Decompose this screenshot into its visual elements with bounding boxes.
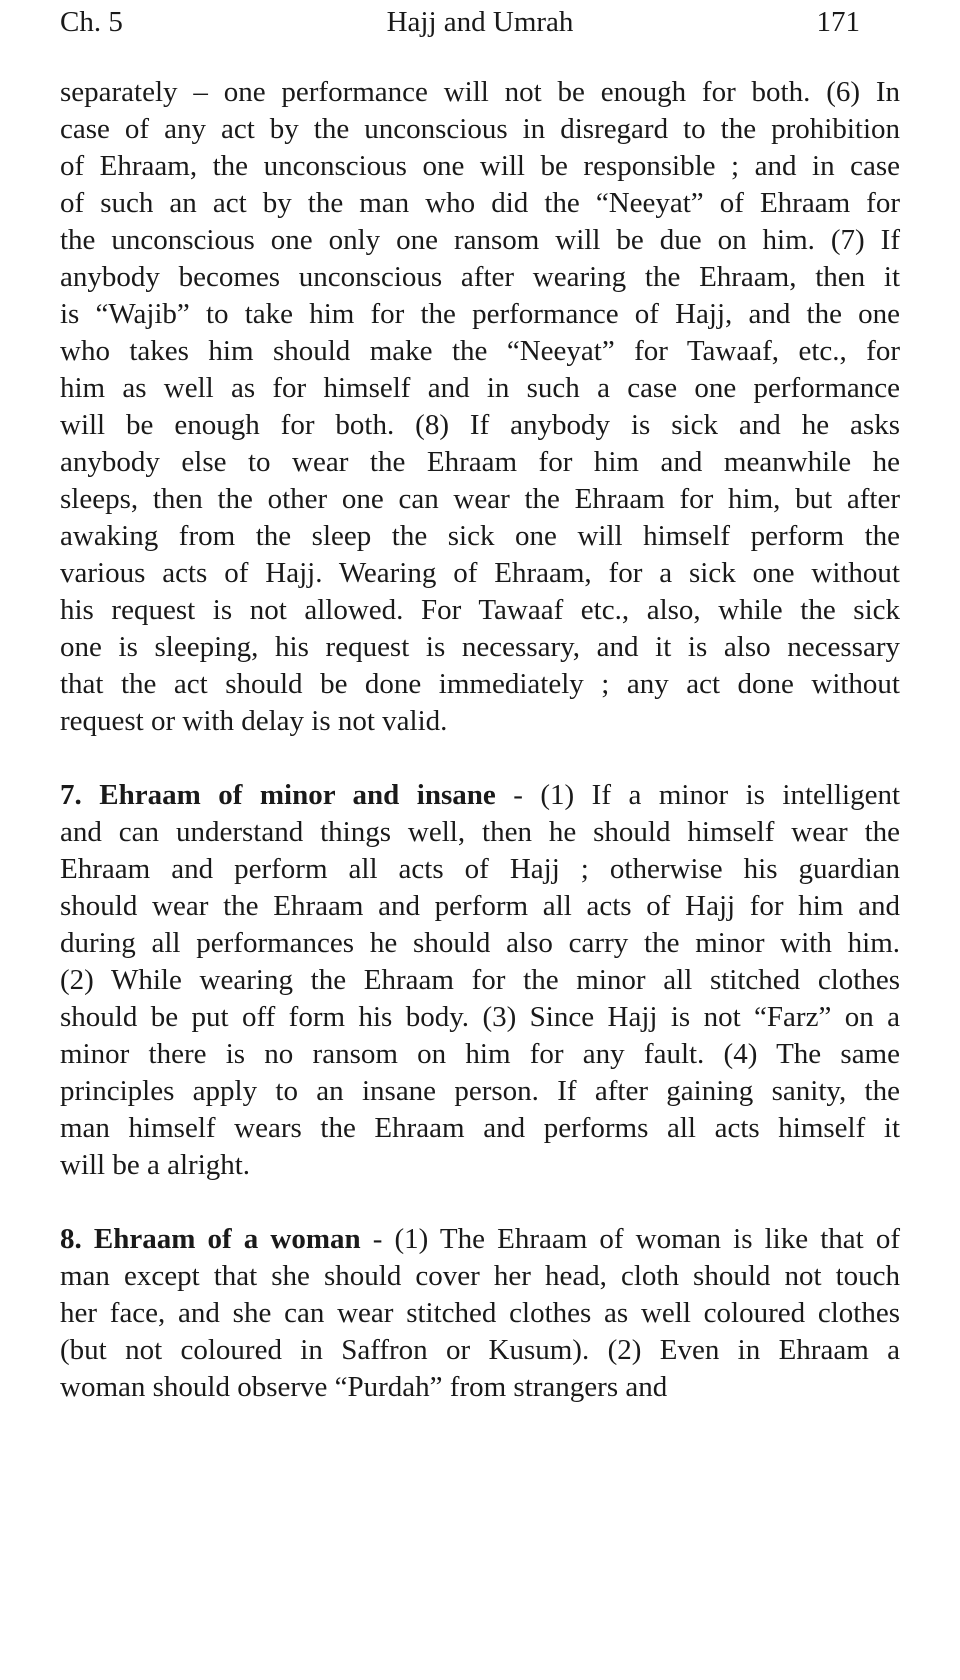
paragraph-continuation [60,74,900,740]
text-line: will be a alright. [60,1149,251,1181]
text-line: is “Wajib” to take him for the performance of Hajj, and the one [60,298,900,330]
running-title: Hajj and Umrah [386,6,574,38]
text-line: and can understand things well, then he should himself wear the [60,816,900,848]
text-line: woman should observe “Purdah” from strangers and [60,1371,668,1403]
text-line: his request is not allowed. For Tawaaf etc., also, while the sick [60,594,900,626]
text-line: who takes him should make the “Neeyat” for Tawaaf, etc., for [60,335,900,367]
section-heading: 8. Ehraam of a woman [60,1223,361,1255]
text-line: should be put off form his body. (3) Since Hajj is not “Farz” on a [60,1001,900,1033]
section-8-woman [60,1221,900,1406]
paragraph-spacer [60,1184,900,1221]
text-line: man except that she should cover her head, cloth should not touch [60,1260,900,1292]
section-first-line-text: - (1) If a minor is intelligent [495,779,900,811]
chapter-label: Ch. 5 [60,6,123,38]
text-line: him as well as for himself and in such a case one performance [60,372,900,404]
paragraph-spacer [60,740,900,777]
text-line: request or with delay is not valid. [60,705,448,737]
text-line: minor there is no ransom on him for any fault. (4) The same [60,1038,900,1070]
text-line: (2) While wearing the Ehraam for the minor all stitched clothes [60,964,900,996]
text-line: principles apply to an insane person. If after gaining sanity, the [60,1075,900,1107]
text-line: various acts of Hajj. Wearing of Ehraam, for a sick one without [60,557,900,589]
text-line: anybody becomes unconscious after wearing the Ehraam, then it [60,261,900,293]
section-heading: 7. Ehraam of minor and insane [60,779,496,811]
text-line: during all performances he should also carry the minor with him. [60,927,900,959]
text-line: the unconscious one only one ransom will be due on him. (7) If [60,224,900,256]
text-line: one is sleeping, his request is necessary, and it is also necessary [60,631,900,663]
text-line: case of any act by the unconscious in disregard to the prohibition [60,113,900,145]
text-line: separately – one performance will not be enough for both. (6) In [60,76,900,108]
text-line: awaking from the sleep the sick one will himself perform the [60,520,900,552]
text-line: should wear the Ehraam and perform all acts of Hajj for him and [60,890,900,922]
page-header [60,4,900,40]
text-line: that the act should be done immediately ; any act done without [60,668,900,700]
page-number: 171 [816,6,860,38]
text-line: anybody else to wear the Ehraam for him and meanwhile he [60,446,900,478]
text-line: Ehraam and perform all acts of Hajj ; otherwise his guardian [60,853,900,885]
text-line: of such an act by the man who did the “Neeyat” of Ehraam for [60,187,900,219]
section-first-line-text: - (1) The Ehraam of woman is like that of [360,1223,900,1255]
text-line: of Ehraam, the unconscious one will be responsible ; and in case [60,150,900,182]
text-line: will be enough for both. (8) If anybody is sick and he asks [60,409,900,441]
section-7-minor-insane [60,777,900,1184]
text-line: her face, and she can wear stitched clothes as well coloured clothes [60,1297,900,1329]
section-first-line [60,1221,900,1258]
text-line: man himself wears the Ehraam and performs all acts himself it [60,1112,900,1144]
text-line: (but not coloured in Saffron or Kusum). (2) Even in Ehraam a [60,1334,900,1366]
section-first-line [60,777,900,814]
page-body [60,74,900,1406]
text-line: sleeps, then the other one can wear the Ehraam for him, but after [60,483,900,515]
